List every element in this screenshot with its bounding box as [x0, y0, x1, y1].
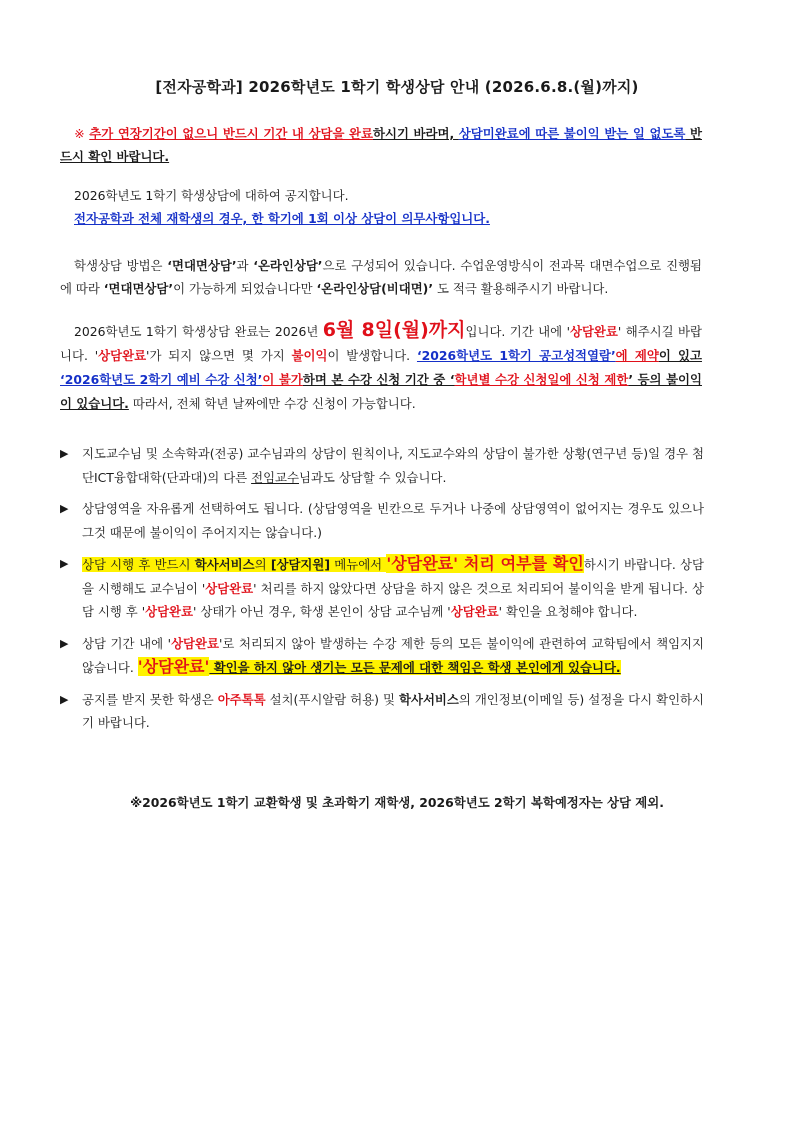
- intro-mandatory-line: 전자공학과 전체 재학생의 경우, 한 학기에 1회 이상 상담이 의무사항입니다.: [74, 211, 490, 226]
- list-item: [60, 497, 704, 544]
- deadline-text: 따라서, 전체 학년 날짜에만 수강 신청이 가능합니다.: [128, 396, 416, 411]
- status-complete: 상담완료: [145, 604, 193, 619]
- item-text: 하시기 바랍니다. 상담을 시행해도 교수님이 ': [82, 557, 704, 596]
- item-text: 의 개인정보(이메일 등) 설정을 다시 확인하시기 바랍니다.: [82, 691, 704, 730]
- penalty-registration-limit: 학년별 수강 신청일에 신청 제한: [454, 372, 629, 387]
- item-text: 상담 기간 내에 ': [82, 635, 172, 651]
- status-complete: 상담완료: [171, 635, 219, 651]
- academic-service: 학사서비스: [194, 557, 255, 572]
- exclusion-note: ※2026학년도 1학기 교환학생 및 초과학기 재학생, 2026학년도 2학기 복학예정자는 상담 제외.: [130, 795, 664, 810]
- list-item: [60, 632, 704, 680]
- deadline-date: 6월 8일(월)까지: [322, 319, 466, 341]
- item-text: 님과도 상담할 수 있습니다.: [298, 469, 447, 485]
- deadline-section: [60, 318, 702, 416]
- status-complete: 상담완료: [205, 580, 254, 596]
- penalty-restriction: 에 제약: [615, 348, 659, 363]
- method-text: 으로 구성되어 있습니다. 수업운영방식이 전과목 대면수업으로 진행됨에 따라: [60, 258, 702, 296]
- item-text: 공지를 받지 못한 학생은: [82, 691, 218, 707]
- guideline-list: [60, 442, 704, 743]
- penalty-unavailable: 이 불가: [262, 372, 303, 387]
- penalty-grade-view: ‘2026학년도 1학기 공고성적열람’: [416, 348, 616, 363]
- item-text: 의: [254, 557, 271, 572]
- full-time-professor: 전임교수: [251, 469, 299, 485]
- deadline-text: '가 되지 않으면 몇 가지: [146, 348, 292, 363]
- responsibility-text: 확인을 하지 않아 생기는 모든 문제에 대한 책임은 학생 본인에게 있습니다.: [209, 660, 621, 675]
- method-online-remote: ‘온라인상담(비대면)’: [316, 281, 434, 296]
- list-item: [60, 552, 704, 624]
- method-face-to-face: ‘면대면상담’: [167, 258, 237, 273]
- penalty-pre-registration: ‘2026학년도 2학기 예비 수강 신청’: [60, 372, 263, 387]
- item-text: 지도교수님 및 소속학과(전공) 교수님과의 상담이 원칙이나, 지도교수와의 상담이 불가한 상황(연구년 등)일 경우 첨단ICT융합대학(단과대)의 다른: [82, 446, 704, 485]
- status-complete: 상담완료: [450, 604, 499, 619]
- bullet-arrow-icon: ▶: [60, 502, 69, 515]
- item-text: 상담영역을 자유롭게 선택하여도 됩니다. (상담영역을 빈칸으로 두거나 나중에 상담영역이 없어지는 경우도 있으나 그것 때문에 불이익이 주어지지는 않습니다.): [82, 501, 704, 540]
- counseling-support-menu: [상담지원]: [270, 557, 331, 572]
- status-complete: 상담완료: [569, 324, 618, 339]
- deadline-text: 2026학년도 1학기 학생상담 완료는 2026년: [74, 324, 323, 339]
- check-complete-emphasis: '상담완료' 처리 여부를 확인: [386, 554, 584, 573]
- item-text: ' 처리를 하지 않았다면 상담을 하지 않은 것으로 처리되어 불이익을 받게 됩니다. 상담 시행 후 ': [82, 580, 704, 619]
- status-complete: 상담완료: [98, 348, 147, 363]
- item-text: 메뉴에서: [330, 557, 387, 572]
- method-text: 이 가능하게 되었습니다만: [173, 281, 317, 296]
- complete-emphasis: '상담완료': [137, 657, 210, 676]
- deadline-text: 이 있고: [658, 348, 702, 363]
- deadline-text: 하며 본 수강 신청 기간 중 ‘: [302, 372, 455, 387]
- academic-service: 학사서비스: [399, 691, 459, 707]
- intro-line: 2026학년도 1학기 학생상담에 대하여 공지합니다.: [74, 188, 349, 203]
- deadline-text: 입니다. 기간 내에 ': [465, 324, 570, 339]
- item-text: ' 확인을 요청해야 합니다.: [498, 604, 638, 619]
- notice-text: 하시기 바라며,: [373, 126, 459, 141]
- warning-notice: [60, 122, 702, 168]
- method-section: [60, 254, 702, 300]
- item-text: 설치(푸시알람 허용) 및: [265, 691, 399, 707]
- method-online: ‘온라인상담’: [253, 258, 323, 273]
- intro-section: [74, 184, 704, 230]
- bullet-arrow-icon: ▶: [60, 557, 69, 570]
- bullet-arrow-icon: ▶: [60, 692, 69, 706]
- item-text: 상담 시행 후 반드시: [82, 557, 195, 572]
- penalty-word: 불이익: [291, 348, 328, 363]
- list-item: [60, 688, 704, 735]
- ajou-toktok-app: 아주톡톡: [217, 691, 266, 707]
- deadline-text: ’ 등의 불이익이 있습니다.: [60, 372, 702, 411]
- page-title: [전자공학과] 2026학년도 1학기 학생상담 안내 (2026.6.8.(월)까지): [155, 78, 639, 96]
- bullet-arrow-icon: ▶: [60, 636, 69, 650]
- item-text: '로 처리되지 않아 발생하는 수강 제한 등의 모든 불이익에 관련하여 교학팀에서 책임지지 않습니다.: [82, 635, 704, 675]
- item-text: ' 상태가 아닌 경우, 학생 본인이 상담 교수님께 ': [193, 604, 451, 619]
- method-text: 학생상담 방법은: [74, 258, 168, 273]
- notice-mark: ※: [74, 126, 90, 141]
- method-face-to-face: ‘면대면상담’: [103, 281, 174, 296]
- bullet-arrow-icon: ▶: [60, 447, 69, 460]
- notice-blue-text: 상담미완료에 따른 불이익 받는 일 없도록: [458, 126, 686, 141]
- deadline-text: ' 해주시길 바랍니다. ': [60, 324, 702, 363]
- deadline-text: 이 발생합니다.: [327, 348, 417, 363]
- method-text: 과: [236, 258, 254, 273]
- method-text: 도 적극 활용해주시기 바랍니다.: [433, 281, 609, 296]
- notice-red-text: 추가 연장기간이 없으니 반드시 기간 내 상담을 완료: [89, 126, 373, 141]
- list-item: [60, 442, 704, 489]
- notice-text-end: 반드시 확인 바랍니다.: [60, 126, 702, 164]
